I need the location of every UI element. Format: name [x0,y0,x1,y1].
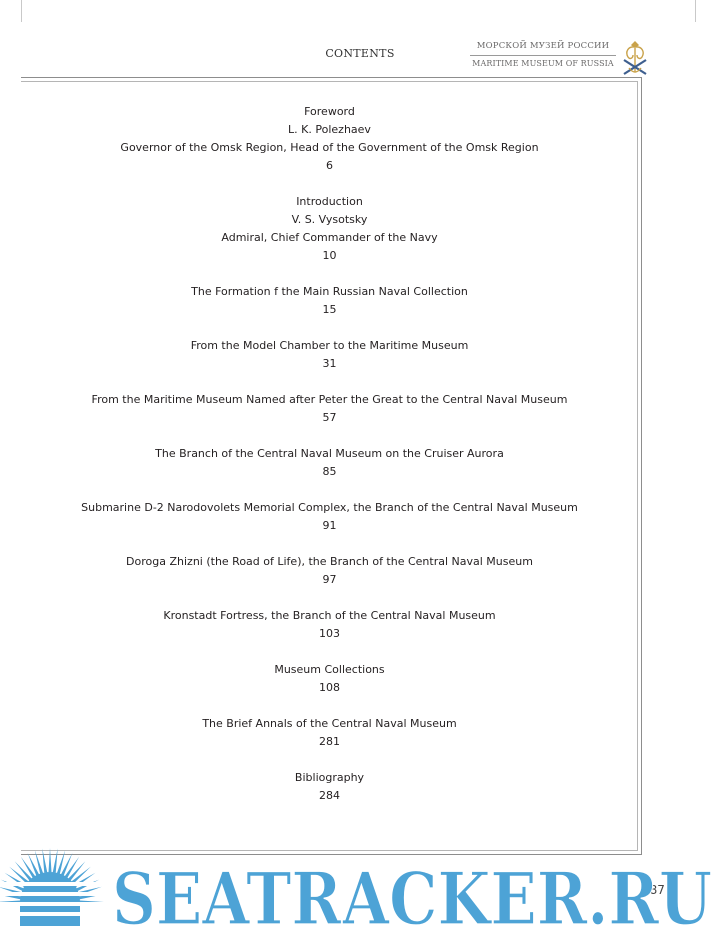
seatracker-watermark [0,840,722,949]
double-headed-eagle-anchor-emblem-icon [620,38,650,78]
toc-entry [22,715,637,751]
toc-entry-title: The Brief Annals of the Central Naval Museum [202,717,457,730]
toc-entry [22,445,637,481]
museum-name-en: MARITIME MUSEUM OF RUSSIA [472,59,614,68]
toc-entry [22,283,637,319]
sun-icon [0,848,115,926]
toc-entry-title: Introduction [296,195,363,208]
page-edge-line-left [21,0,22,22]
page-title: CONTENTS [325,47,395,60]
toc-entry-title: Doroga Zhizni (the Road of Life), the Branch of the Central Naval Museum [126,555,533,568]
toc-entry [22,769,637,805]
toc-entry-subtitle: L. K. Polezhaev [288,123,371,136]
toc-entry-title: From the Maritime Museum Named after Peter the Great to the Central Naval Museum [91,393,568,406]
toc-entry-title: The Branch of the Central Naval Museum on the Cruiser Aurora [155,447,504,460]
page-edge-line-right [695,0,696,22]
toc-entry-page: 97 [322,573,337,586]
toc-entry-page: 57 [322,411,337,424]
toc-entry-page: 31 [322,357,337,370]
watermark-text: SEATRACKER.RU [112,856,712,941]
toc-entry-page: 91 [322,519,337,532]
toc-entry-title: Bibliography [294,771,365,784]
toc-entry-subtitle: Admiral, Chief Commander of the Navy [221,231,438,244]
toc-entry [22,391,637,427]
toc-entry-title: Museum Collections [274,663,385,676]
toc-entry [22,103,637,175]
toc-entry-page: 6 [326,159,333,172]
page-number: 287 [642,883,665,897]
toc-entry-title: Submarine D-2 Narodovolets Memorial Complex, the Branch of the Central Naval Museum [81,501,578,514]
toc-entry-subtitle: V. S. Vysotsky [291,213,368,226]
museum-name-ru: МОРСКОЙ МУЗЕЙ РОССИИ [476,41,610,51]
museum-name-divider [470,55,616,56]
toc-entry [22,337,637,373]
toc-entry [22,661,637,697]
toc-entry-subtitle: Governor of the Omsk Region, Head of the Government of the Omsk Region [120,141,539,154]
toc-entry [22,499,637,535]
toc-entry-page: 108 [319,681,340,694]
toc-entry-page: 15 [322,303,337,316]
toc-entry-title: The Formation f the Main Russian Naval Collection [191,285,468,298]
toc-entry-title: Foreword [304,105,355,118]
toc-entry-page: 10 [322,249,337,262]
toc-entry-page: 85 [322,465,337,478]
toc-entry-page: 281 [319,735,340,748]
toc-entry-page: 103 [319,627,340,640]
toc-entry-title: From the Model Chamber to the Maritime Museum [190,339,469,352]
toc-entry-page: 284 [319,789,340,802]
table-of-contents [22,103,637,805]
toc-entry [22,553,637,589]
toc-entry [22,193,637,265]
toc-entry-title: Kronstadt Fortress, the Branch of the Central Naval Museum [163,609,496,622]
toc-entry [22,607,637,643]
